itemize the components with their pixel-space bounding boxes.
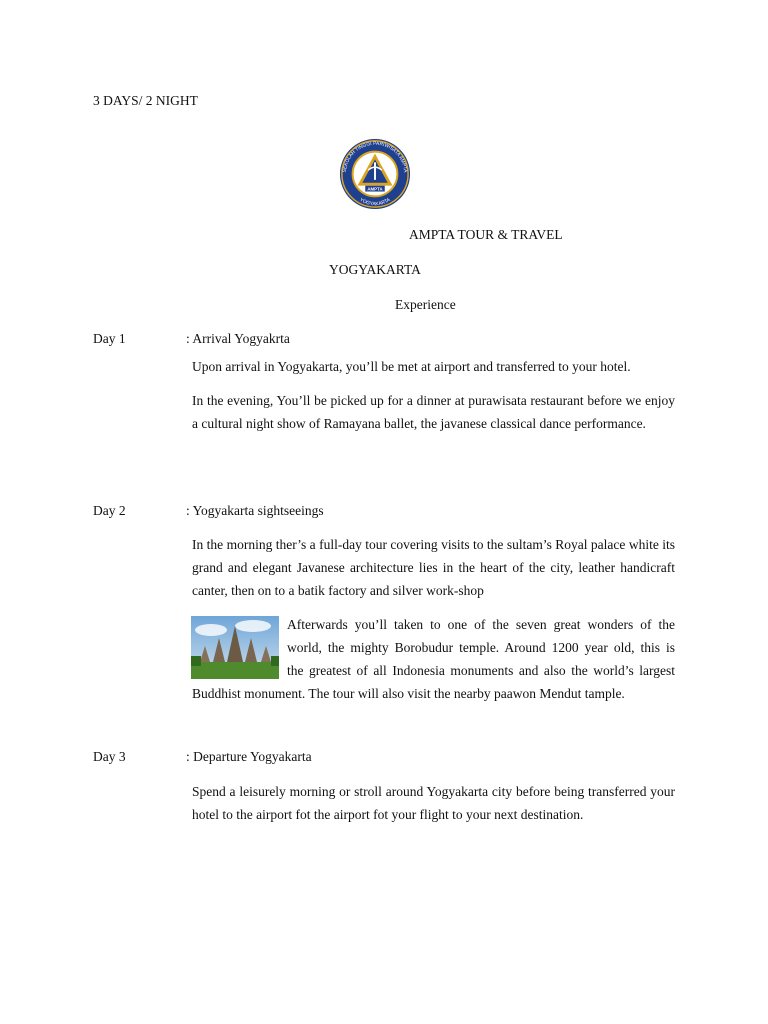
day2-wrapped-line-2: world, the mighty Borobudur temple. Around 1200 year old, this is — [287, 640, 675, 655]
day1-label: Day 1 — [93, 331, 126, 346]
city-name: YOGYAKARTA — [329, 262, 421, 277]
day3-paragraph-1: Spend a leisurely morning or stroll around Yogyakarta city before being transferred your hotel to the airport fot the airport fot your flight to your next destination. — [192, 784, 675, 822]
day1-title: : Arrival Yogyakrta — [186, 331, 290, 346]
logo-ring-top: SEKOLAH TINGGI PARIWISATA AMPTA — [342, 141, 408, 173]
day3-label: Day 3 — [93, 749, 126, 764]
day2-wrapped-line-1: Afterwards you’ll taken to one of the seven great wonders of the — [287, 617, 675, 632]
logo-ring-bottom: YOGYAKARTA — [358, 197, 392, 208]
day1-paragraph-2: In the evening, You’ll be picked up for a dinner at purawisata restaurant before we enjoy a cultural night show of Ramayana ballet, the javanese classical dance performance. — [192, 393, 675, 431]
company-name: AMPTA TOUR & TRAVEL — [409, 227, 563, 242]
day2-wrapped-line-4: Buddhist monument. The tour will also visit the nearby paawon Mendut tample. — [192, 686, 625, 701]
temple-photo — [191, 616, 279, 679]
logo-center-text: AMPTA — [367, 186, 383, 192]
page-subtitle: Experience — [395, 297, 456, 312]
duration-label: 3 DAYS/ 2 NIGHT — [93, 93, 198, 108]
ampta-logo — [336, 137, 414, 211]
day2-label: Day 2 — [93, 503, 126, 518]
day3-title: : Departure Yogyakarta — [186, 749, 312, 764]
day1-paragraph-1: Upon arrival in Yogyakarta, you’ll be met at airport and transferred to your hotel. — [192, 359, 631, 374]
day2-wrapped-line-3: the greatest of all Indonesia monuments and also the world’s largest — [287, 663, 675, 678]
day2-title: : Yogyakarta sightseeings — [186, 503, 324, 518]
day2-paragraph-1: In the morning ther’s a full-day tour covering visits to the sultam’s Royal palace white its grand and elegant Javanese architecture lies in the heart of the city, leather handicraft canter, then on to a batik factory and silver work-shop — [192, 537, 675, 598]
